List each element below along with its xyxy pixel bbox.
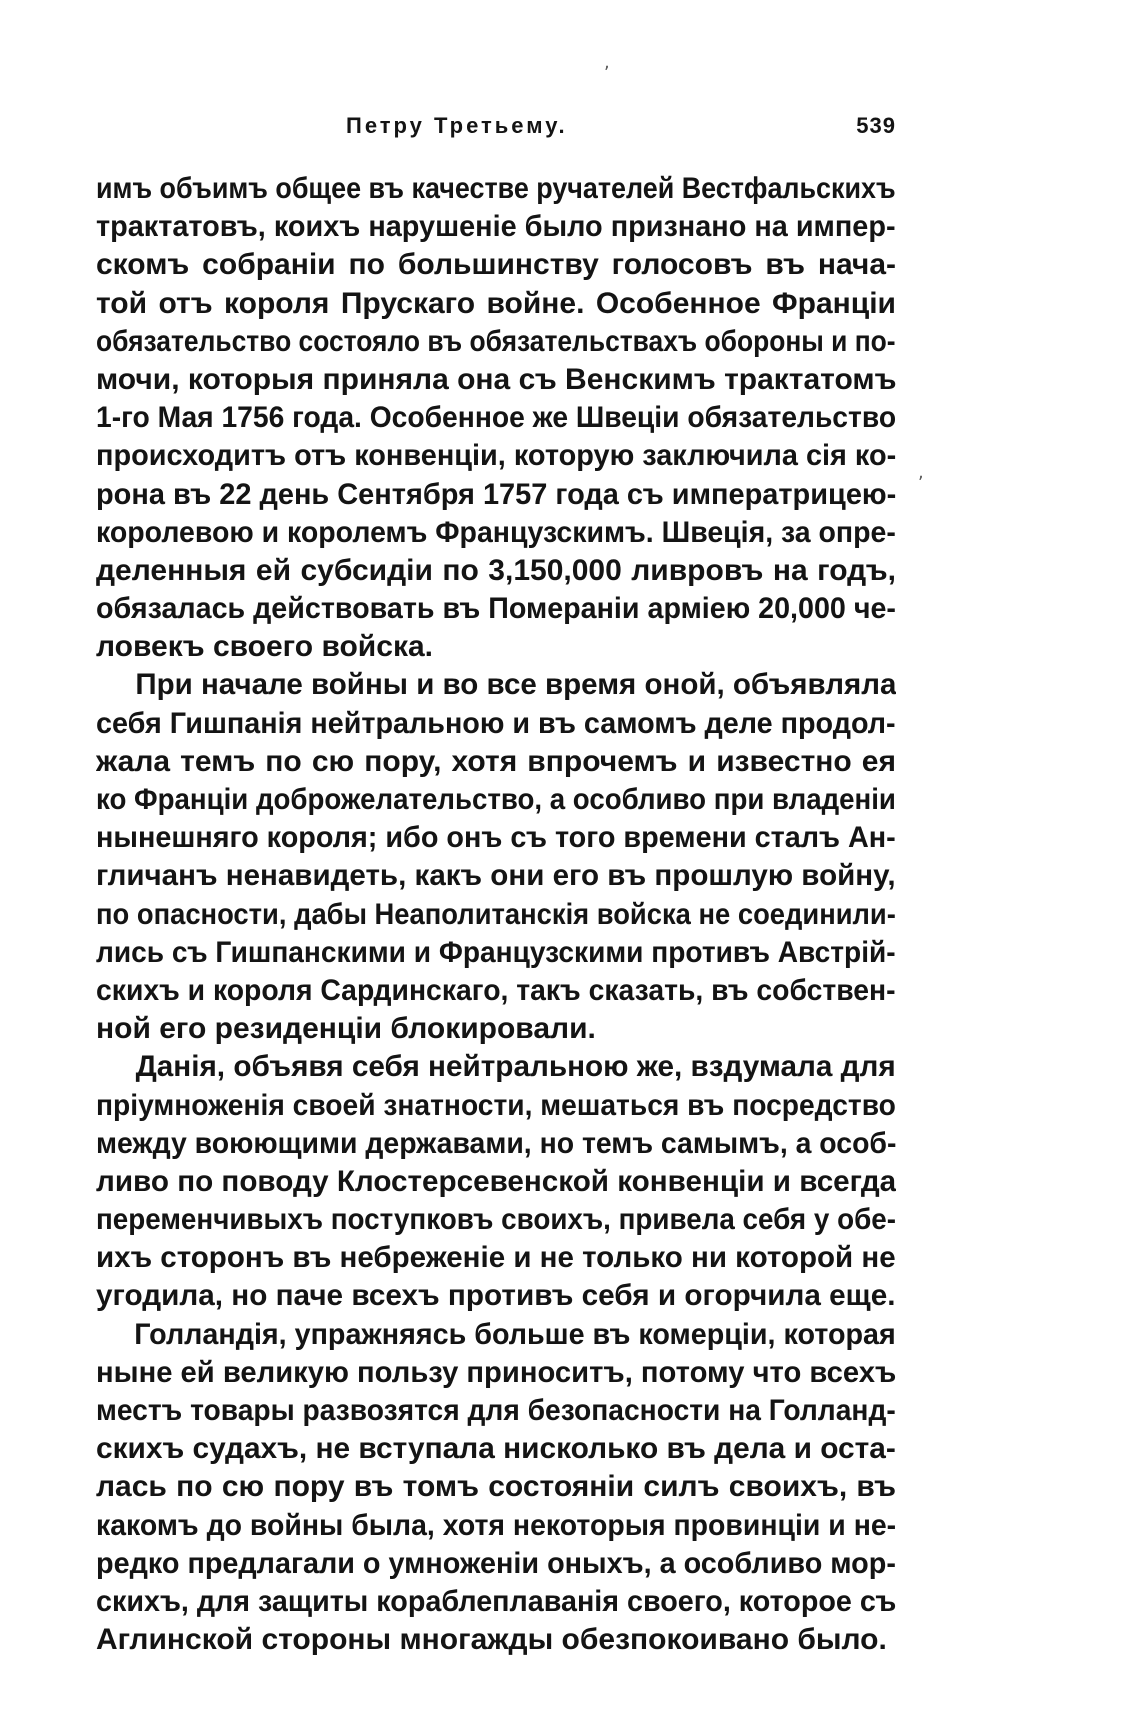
text-line: ихъ сторонъ въ небреженіе и не только ни которой не	[96, 1241, 896, 1275]
text-line: пріумноженія своей знатности, мешаться въ посредство	[96, 1088, 896, 1122]
scan-speck: ,	[604, 52, 610, 73]
text-line: между воюющими державами, но темъ самымъ, а особ-	[96, 1126, 896, 1160]
text-line: Голландія, упражняясь больше въ комерціи, которая	[134, 1317, 896, 1351]
text-line: ко Франціи доброжелательство, а особливо при владеніи	[96, 783, 896, 816]
text-line: переменчивыхъ поступковъ своихъ, привела себя у обе-	[96, 1203, 896, 1237]
running-head	[96, 108, 896, 144]
text-line: деленныя ей субсидіи по 3,150,000 ливровъ на годъ,	[96, 553, 896, 587]
text-line: обязалась действовать въ Помераніи арміею 20,000 че-	[96, 592, 896, 626]
text-line: скихъ судахъ, не вступала нисколько въ дела и оста-	[96, 1432, 896, 1466]
text-line: Данія, объявя себя нейтральною же, вздумала для	[135, 1050, 896, 1084]
text-line: редко предлагали о умноженіи оныхъ, а особливо мор-	[96, 1546, 896, 1580]
text-line: себя Гишпанія нейтральною и въ самомъ деле продол-	[96, 706, 896, 740]
text-line: имъ объимъ общее въ качестве ручателей Вестфальскихъ	[96, 172, 896, 205]
text-line: происходитъ отъ конвенціи, которую заключила сія ко-	[96, 439, 896, 473]
text-line: обязательство состояло въ обязательствахъ обороны и по-	[96, 324, 896, 358]
text-line: местъ товары развозятся для безопасности на Голланд-	[96, 1394, 896, 1427]
text-line: При начале войны и во все время оной, объявляла	[135, 668, 896, 702]
text-line: рона въ 22 день Сентября 1757 года съ императрицею-	[96, 477, 896, 511]
text-line: нынешняго короля; ибо онъ съ того времени сталъ Ан-	[96, 821, 896, 855]
text-line: скихъ и короля Сардинскаго, такъ сказать, въ собствен-	[96, 973, 896, 1007]
paragraph-4	[96, 1316, 896, 1660]
text-line: лась по сю пору въ томъ состояніи силъ своихъ, въ	[96, 1470, 896, 1504]
paragraph-1	[96, 170, 896, 666]
text-line: Аглинской стороны многажды обезпокоивано было.	[96, 1623, 887, 1657]
text-line: ныне ей великую пользу приноситъ, потому что всехъ	[96, 1355, 896, 1389]
text-line: ной его резиденціи блокировали.	[96, 1012, 596, 1046]
text-line: королевою и королемъ Французскимъ. Швеція, за опре-	[96, 515, 896, 549]
text-line: скомъ собраніи по большинству голосовъ въ нача-	[96, 248, 896, 282]
text-line: по опасности, дабы Неаполитанскія войска не соединили-	[96, 897, 896, 931]
text-line: той отъ короля Прускаго войне. Особенное Франціи	[96, 286, 896, 320]
text-line: угодила, но паче всехъ противъ себя и огорчила еще.	[96, 1279, 896, 1313]
text-line: трактатовъ, коихъ нарушеніе было признано на импер-	[96, 210, 896, 244]
paragraph-2	[96, 666, 896, 1048]
paragraph-3	[96, 1048, 896, 1315]
body-text	[96, 170, 896, 1659]
text-line: лись съ Гишпанскими и Французскими противъ Австрій-	[96, 935, 896, 969]
text-line: 1-го Мая 1756 года. Особенное же Швеціи обязательство	[96, 401, 896, 435]
page-number: 539	[856, 113, 896, 138]
text-line: скихъ, для защиты кораблеплаванія своего, которое съ	[96, 1584, 896, 1618]
text-line: гличанъ ненавидеть, какъ они его въ прошлую войну,	[96, 859, 896, 893]
text-line: ливо по поводу Клостерсевенской конвенціи и всегда	[96, 1164, 896, 1198]
text-line: мочи, которыя приняла она съ Венскимъ трактатомъ	[96, 362, 896, 396]
text-line: какомъ до войны была, хотя некоторыя провинціи и не-	[96, 1508, 896, 1542]
text-line: жала темъ по сю пору, хотя впрочемъ и известно ея	[96, 744, 896, 778]
text-line: ловекъ своего войска.	[96, 630, 433, 664]
running-title: Петру Третьему.	[346, 113, 568, 138]
scan-speck: ,	[918, 462, 924, 483]
